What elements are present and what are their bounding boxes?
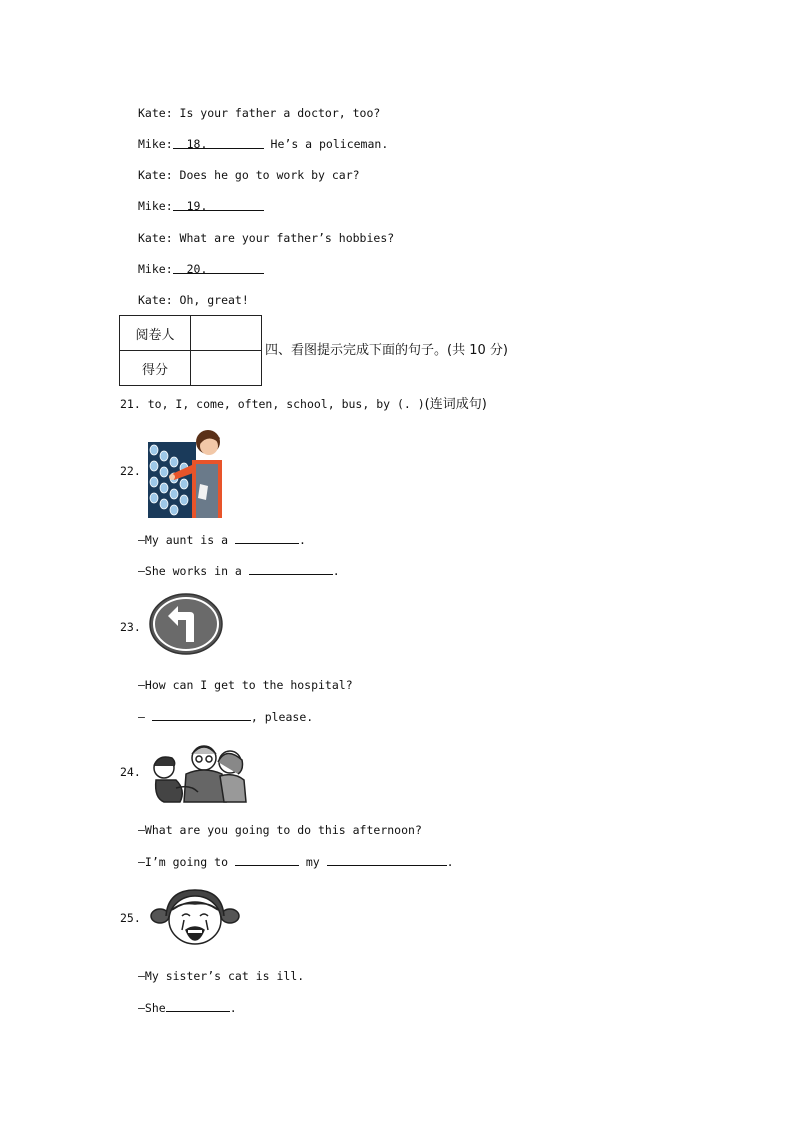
question-number-24: 24.	[120, 765, 141, 779]
q22-punct-2: .	[332, 564, 340, 578]
q23-dash: —	[138, 710, 152, 724]
crying-girl-icon	[150, 886, 240, 948]
q23-line-2	[138, 708, 313, 725]
visit-grandparents-icon	[146, 740, 248, 804]
answer-blank-20[interactable]	[173, 261, 264, 274]
section-title: 四、看图提示完成下面的句子。(共 10 分)	[265, 343, 508, 358]
dialogue-text: He’s a policeman.	[263, 137, 389, 151]
q23-text: , please.	[250, 710, 314, 724]
q23-blank-direction[interactable]	[152, 708, 251, 721]
answer-blank-18[interactable]	[173, 136, 264, 149]
question-number-25: 25.	[120, 911, 141, 925]
q22-text-2: —She works in a	[138, 564, 249, 578]
q24-punct: .	[446, 855, 454, 869]
q24-line-1: —What are you going to do this afternoon?	[138, 823, 422, 837]
dialogue-line-kate-1: Kate: Is your father a doctor, too?	[138, 106, 381, 120]
dialogue-line-mike-20	[138, 261, 264, 277]
q25-text: —She	[138, 1001, 166, 1015]
q22-blank-occupation[interactable]	[235, 531, 299, 544]
question-number-23: 23.	[120, 620, 141, 634]
dialogue-line-kate-2: Kate: Does he go to work by car?	[138, 168, 360, 182]
question-number: 21.	[120, 397, 141, 411]
q25-line-1: —My sister’s cat is ill.	[138, 969, 305, 983]
q24-blank-verb[interactable]	[235, 853, 299, 866]
q24-line-2	[138, 853, 454, 870]
question-note: (连词成句)	[424, 397, 487, 412]
score-table	[119, 315, 262, 386]
dialogue-line-mike-19	[138, 198, 264, 214]
score-cell[interactable]	[191, 351, 262, 386]
factory-worker-icon	[148, 422, 224, 518]
question-21	[120, 396, 487, 413]
q23-line-1: —How can I get to the hospital?	[138, 678, 353, 692]
reviewer-label: 阅卷人	[120, 316, 191, 351]
reviewer-cell[interactable]	[191, 316, 262, 351]
q24-blank-object[interactable]	[327, 853, 447, 866]
turn-left-sign-icon	[148, 592, 226, 656]
q25-line-2	[138, 999, 237, 1016]
blank-number: 20.	[186, 262, 208, 276]
q24-text-2: my	[298, 855, 327, 869]
q22-punct-1: .	[298, 533, 306, 547]
speaker-label: Mike:	[138, 262, 173, 276]
dialogue-line-kate-3: Kate: What are your father’s hobbies?	[138, 231, 395, 245]
q22-line-2	[138, 562, 340, 579]
speaker-label: Mike:	[138, 137, 173, 151]
q22-blank-workplace[interactable]	[249, 562, 333, 575]
blank-number: 19.	[186, 199, 208, 213]
speaker-label: Mike:	[138, 199, 173, 213]
answer-blank-19[interactable]	[173, 198, 264, 211]
dialogue-line-kate-4: Kate: Oh, great!	[138, 293, 249, 307]
q22-line-1	[138, 531, 306, 548]
dialogue-line-mike-18	[138, 136, 388, 152]
q22-text-1: —My aunt is a	[138, 533, 235, 547]
score-label: 得分	[120, 351, 191, 386]
blank-number: 18.	[186, 137, 208, 151]
q25-punct: .	[229, 1001, 237, 1015]
question-number-22: 22.	[120, 464, 141, 478]
q24-text-1: —I’m going to	[138, 855, 235, 869]
question-words: to, I, come, often, school, bus, by (. )	[147, 397, 425, 411]
q25-blank-feeling[interactable]	[166, 999, 230, 1012]
